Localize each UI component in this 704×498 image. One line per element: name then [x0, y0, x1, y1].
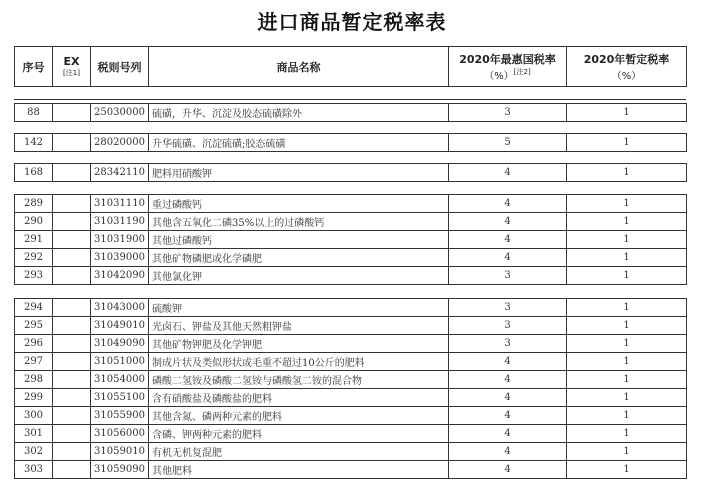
- table-row: [15, 335, 687, 353]
- cell-provisional-rate: 1: [567, 407, 687, 425]
- cell-code: 25030000: [91, 104, 149, 122]
- cell-mfn-rate: 4: [449, 371, 567, 389]
- cell-mfn-rate: 4: [449, 461, 567, 479]
- cell-code: 31051000: [91, 353, 149, 371]
- table-row: [15, 461, 687, 479]
- cell-name: 升华硫磺、沉淀硫磺;胶态硫磺: [149, 134, 449, 152]
- cell-mfn-rate: 4: [449, 164, 567, 182]
- cell-mfn-rate: 4: [449, 389, 567, 407]
- cell-ex: [53, 195, 91, 213]
- table-row: [15, 317, 687, 335]
- table-header: [14, 46, 687, 87]
- cell-ex: [53, 317, 91, 335]
- header-rate: 2020年暂定税率 （%）: [567, 47, 687, 87]
- cell-seq: 298: [15, 371, 53, 389]
- table-group: [14, 194, 687, 285]
- cell-provisional-rate: 1: [567, 134, 687, 152]
- cell-seq: 292: [15, 249, 53, 267]
- table-row: [15, 407, 687, 425]
- cell-provisional-rate: 1: [567, 249, 687, 267]
- table-row: [15, 353, 687, 371]
- cell-seq: 290: [15, 213, 53, 231]
- table-row: [15, 249, 687, 267]
- cell-mfn-rate: 4: [449, 213, 567, 231]
- header-ex-note: [注1]: [63, 69, 80, 77]
- cell-provisional-rate: 1: [567, 267, 687, 285]
- cell-provisional-rate: 1: [567, 389, 687, 407]
- table-row: [15, 134, 687, 152]
- header-seq: 序号: [15, 47, 53, 87]
- cell-code: 31031900: [91, 231, 149, 249]
- table-row: [15, 299, 687, 317]
- cell-name: 含有硝酸盐及磷酸盐的肥料: [149, 389, 449, 407]
- header-mfn-line2: （%）[注2]: [484, 68, 531, 82]
- cell-seq: 294: [15, 299, 53, 317]
- cell-provisional-rate: 1: [567, 335, 687, 353]
- cell-name: 硫磺，升华、沉淀及胶态硫磺除外: [149, 104, 449, 122]
- table-row: [15, 104, 687, 122]
- table-row: [15, 195, 687, 213]
- cell-mfn-rate: 4: [449, 353, 567, 371]
- cell-code: 31042090: [91, 267, 149, 285]
- cell-mfn-rate: 5: [449, 134, 567, 152]
- cell-name: 其他氯化钾: [149, 267, 449, 285]
- cell-mfn-rate: 3: [449, 317, 567, 335]
- cell-mfn-rate: 4: [449, 249, 567, 267]
- cell-ex: [53, 104, 91, 122]
- cell-name: 硫酸钾: [149, 299, 449, 317]
- cell-ex: [53, 267, 91, 285]
- cell-code: 31039000: [91, 249, 149, 267]
- header-ex: EX [注1]: [53, 47, 91, 87]
- cell-mfn-rate: 3: [449, 335, 567, 353]
- cell-ex: [53, 425, 91, 443]
- table-row: [15, 164, 687, 182]
- cell-provisional-rate: 1: [567, 195, 687, 213]
- table-group: [14, 133, 687, 152]
- cell-code: 31055900: [91, 407, 149, 425]
- table-group: [14, 103, 687, 122]
- cell-ex: [53, 461, 91, 479]
- cell-provisional-rate: 1: [567, 443, 687, 461]
- cell-name: 其他含氮、磷两种元素的肥料: [149, 407, 449, 425]
- cell-provisional-rate: 1: [567, 353, 687, 371]
- cell-seq: 299: [15, 389, 53, 407]
- cell-seq: 142: [15, 134, 53, 152]
- header-mfn: 2020年最惠国税率 （%）[注2]: [449, 47, 567, 87]
- cell-ex: [53, 164, 91, 182]
- cell-provisional-rate: 1: [567, 164, 687, 182]
- separator-rule: [14, 99, 686, 100]
- header-code: 税则号列: [91, 47, 149, 87]
- cell-name: 含磷、钾两种元素的肥料: [149, 425, 449, 443]
- cell-seq: 291: [15, 231, 53, 249]
- cell-seq: 295: [15, 317, 53, 335]
- cell-ex: [53, 249, 91, 267]
- cell-code: 31049010: [91, 317, 149, 335]
- cell-ex: [53, 134, 91, 152]
- cell-provisional-rate: 1: [567, 371, 687, 389]
- table-row: [15, 231, 687, 249]
- table-row: [15, 267, 687, 285]
- cell-ex: [53, 353, 91, 371]
- cell-name: 有机无机复混肥: [149, 443, 449, 461]
- cell-name: 制成片状及类似形状或毛重不超过10公斤的肥料: [149, 353, 449, 371]
- cell-code: 31043000: [91, 299, 149, 317]
- cell-ex: [53, 335, 91, 353]
- cell-name: 肥料用硝酸钾: [149, 164, 449, 182]
- cell-provisional-rate: 1: [567, 213, 687, 231]
- cell-ex: [53, 389, 91, 407]
- cell-seq: 168: [15, 164, 53, 182]
- cell-ex: [53, 299, 91, 317]
- cell-name: 其他含五氧化二磷35%以上的过磷酸钙: [149, 213, 449, 231]
- cell-code: 31056000: [91, 425, 149, 443]
- cell-mfn-rate: 4: [449, 443, 567, 461]
- cell-code: 31031190: [91, 213, 149, 231]
- cell-seq: 296: [15, 335, 53, 353]
- cell-mfn-rate: 3: [449, 299, 567, 317]
- cell-ex: [53, 407, 91, 425]
- cell-name: 其他过磷酸钙: [149, 231, 449, 249]
- table-row: [15, 425, 687, 443]
- cell-ex: [53, 443, 91, 461]
- cell-ex: [53, 371, 91, 389]
- cell-mfn-rate: 4: [449, 231, 567, 249]
- cell-provisional-rate: 1: [567, 425, 687, 443]
- cell-code: 31031110: [91, 195, 149, 213]
- document-title: 进口商品暂定税率表: [257, 10, 447, 34]
- table-row: [15, 213, 687, 231]
- cell-code: 31054000: [91, 371, 149, 389]
- cell-seq: 293: [15, 267, 53, 285]
- cell-code: 31049090: [91, 335, 149, 353]
- cell-code: 28342110: [91, 164, 149, 182]
- table-group: [14, 298, 687, 479]
- cell-mfn-rate: 3: [449, 104, 567, 122]
- table-group: [14, 163, 687, 182]
- cell-seq: 88: [15, 104, 53, 122]
- cell-seq: 289: [15, 195, 53, 213]
- cell-provisional-rate: 1: [567, 299, 687, 317]
- cell-mfn-rate: 4: [449, 425, 567, 443]
- cell-ex: [53, 213, 91, 231]
- cell-code: 31059010: [91, 443, 149, 461]
- table-row: [15, 443, 687, 461]
- cell-name: 其他矿物磷肥或化学磷肥: [149, 249, 449, 267]
- cell-seq: 300: [15, 407, 53, 425]
- cell-name: 磷酸二氢铵及磷酸二氢铵与磷酸氢二铵的混合物: [149, 371, 449, 389]
- cell-provisional-rate: 1: [567, 461, 687, 479]
- cell-name: 重过磷酸钙: [149, 195, 449, 213]
- cell-code: 31055100: [91, 389, 149, 407]
- cell-seq: 302: [15, 443, 53, 461]
- cell-provisional-rate: 1: [567, 231, 687, 249]
- cell-name: 其他肥料: [149, 461, 449, 479]
- table-row: [15, 371, 687, 389]
- cell-seq: 297: [15, 353, 53, 371]
- header-name: 商品名称: [149, 47, 449, 87]
- cell-code: 28020000: [91, 134, 149, 152]
- cell-mfn-rate: 3: [449, 267, 567, 285]
- header-rate-line2: （%）: [611, 71, 642, 82]
- cell-provisional-rate: 1: [567, 104, 687, 122]
- cell-name: 光卤石、钾盐及其他天然粗钾盐: [149, 317, 449, 335]
- cell-provisional-rate: 1: [567, 317, 687, 335]
- cell-seq: 301: [15, 425, 53, 443]
- cell-mfn-rate: 4: [449, 407, 567, 425]
- cell-seq: 303: [15, 461, 53, 479]
- table-row: [15, 389, 687, 407]
- header-mfn-note: [注2]: [513, 68, 531, 76]
- cell-code: 31059090: [91, 461, 149, 479]
- cell-name: 其他矿物钾肥及化学钾肥: [149, 335, 449, 353]
- cell-mfn-rate: 4: [449, 195, 567, 213]
- cell-ex: [53, 231, 91, 249]
